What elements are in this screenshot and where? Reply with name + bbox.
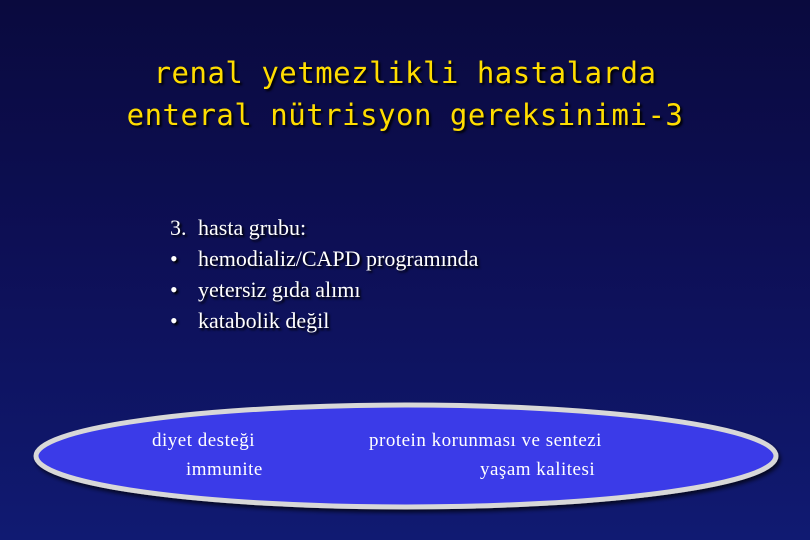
bullet-text: katabolik değil <box>198 308 330 333</box>
bullet-text: hemodializ/CAPD programında <box>198 246 479 271</box>
bullet-marker: • <box>170 277 178 302</box>
bullet-marker: • <box>170 246 178 271</box>
oval-left-line-2: immunite <box>186 459 263 480</box>
oval-right-line-2: yaşam kalitesi <box>480 459 596 480</box>
bullet-marker: • <box>170 308 178 333</box>
bullet-item <box>170 305 478 336</box>
group-number: 3. <box>170 215 187 240</box>
slide-title-line-1: renal yetmezlikli hastalarda <box>153 56 657 90</box>
summary-oval <box>30 400 786 516</box>
slide-title-line-2: enteral nütrisyon gereksinimi-3 <box>126 98 684 132</box>
oval-shape <box>30 400 786 516</box>
bullet-group-heading <box>170 212 478 243</box>
bullet-text: yetersiz gıda alımı <box>198 277 361 302</box>
oval-left-line-1: diyet desteği <box>152 430 256 451</box>
group-heading-text: hasta grubu: <box>198 215 307 240</box>
bullet-item <box>170 243 478 274</box>
oval-right-line-1: protein korunması ve sentezi <box>369 430 602 451</box>
bullet-item <box>170 274 478 305</box>
bullet-list <box>170 212 478 336</box>
